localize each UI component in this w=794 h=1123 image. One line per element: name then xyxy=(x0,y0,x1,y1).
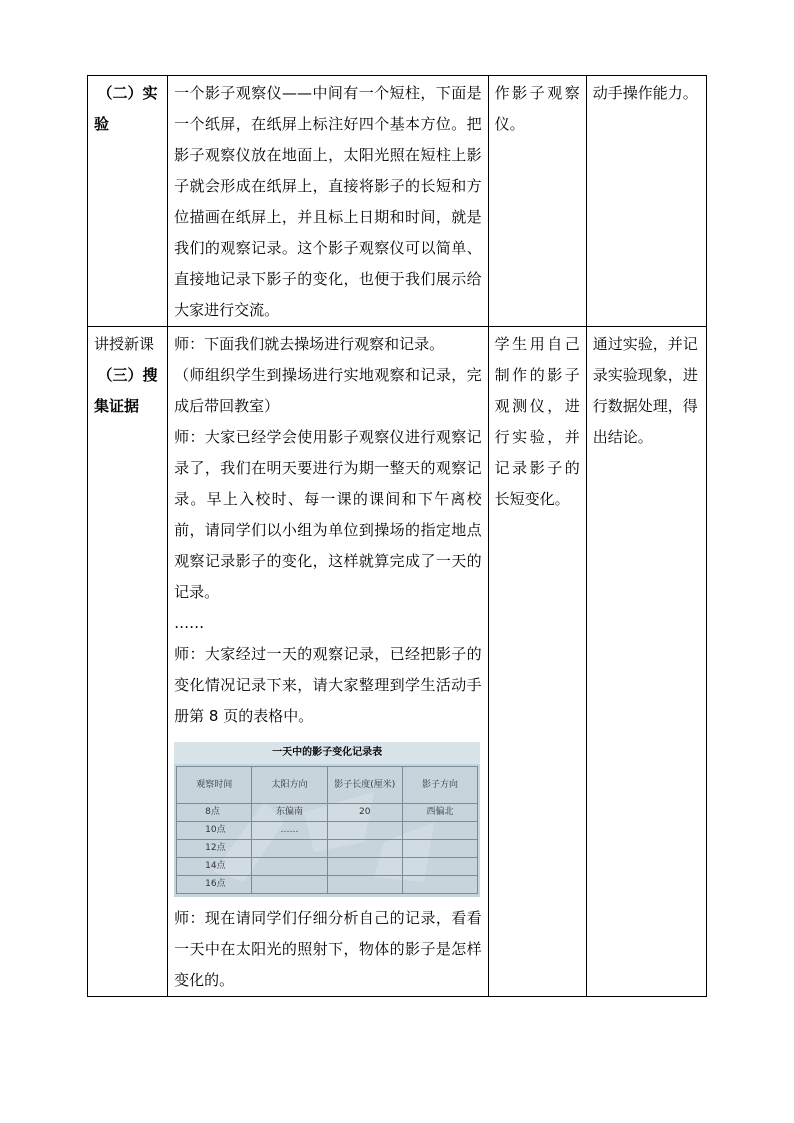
record-cell: 东偏南 xyxy=(252,804,327,822)
goal-cell xyxy=(586,327,706,997)
record-cell xyxy=(402,876,477,894)
student-text: 学生用自己制作的影子观测仪，进行实验，并记录影子的长短变化。 xyxy=(494,335,580,508)
record-cell xyxy=(402,858,477,876)
stage-cell xyxy=(88,76,168,327)
record-header: 影子方向 xyxy=(402,767,477,804)
record-cell: 14点 xyxy=(177,858,252,876)
record-row xyxy=(177,804,478,822)
goal-text: 通过实验，并记录实验现象，进行数据处理，得出结论。 xyxy=(592,335,698,446)
record-cell xyxy=(252,858,327,876)
record-row xyxy=(177,858,478,876)
record-row xyxy=(177,822,478,840)
record-cell xyxy=(327,876,402,894)
goal-cell xyxy=(586,76,706,327)
stage-label-cont: 集证据 xyxy=(94,397,140,415)
student-activity-cell xyxy=(488,327,586,997)
record-cell: …… xyxy=(252,822,327,840)
teacher-activity-cell xyxy=(168,76,489,327)
row-evidence xyxy=(88,327,707,997)
record-cell xyxy=(252,840,327,858)
record-cell: 西偏北 xyxy=(402,804,477,822)
student-activity-cell xyxy=(488,76,586,327)
record-row xyxy=(177,876,478,894)
record-table-image xyxy=(174,742,480,897)
stage-cell xyxy=(88,327,168,997)
record-header: 观察时间 xyxy=(177,767,252,804)
record-cell xyxy=(402,840,477,858)
stage-label: （三）搜 xyxy=(97,366,158,384)
record-table xyxy=(176,766,478,894)
teacher-paragraph: 师：大家已经学会使用影子观察仪进行观察记录了，我们在明天要进行为期一整天的观察记录。早上入校时、每一课的课间和下午离校前，请同学们以小组为单位到操场的指定地点观察记录影子的变化，这样就算完成了一天的记录。 xyxy=(174,428,482,601)
record-cell xyxy=(327,822,402,840)
stage-label-cont: 验 xyxy=(94,115,110,133)
record-header: 太阳方向 xyxy=(252,767,327,804)
record-cell: 8点 xyxy=(177,804,252,822)
record-cell: 20 xyxy=(327,804,402,822)
teacher-paragraph: 师：大家经过一天的观察记录，已经把影子的变化情况记录下来，请大家整理到学生活动手册第 8 页的表格中。 xyxy=(174,645,482,725)
record-cell xyxy=(327,858,402,876)
record-cell xyxy=(327,840,402,858)
teacher-paragraph: （师组织学生到操场进行实地观察和记录，完成后带回教室） xyxy=(174,366,482,415)
record-row xyxy=(177,840,478,858)
record-header-row xyxy=(177,767,478,804)
goal-text: 动手操作能力。 xyxy=(592,84,698,102)
teacher-text: 一个影子观察仪——中间有一个短柱，下面是一个纸屏，在纸屏上标注好四个基本方位。把影子观察仪放在地面上，太阳光照在短柱上影子就会形成在纸屏上，直接将影子的长短和方位描画在纸屏上，并且标上日期和时间，就是我们的观察记录。这个影子观察仪可以简单、直接地记录下影子的变化，也便于我们展示给大家进行交流。 xyxy=(174,84,482,319)
record-cell: 10点 xyxy=(177,822,252,840)
record-header: 影子长度(厘米) xyxy=(327,767,402,804)
record-cell: 12点 xyxy=(177,840,252,858)
stage-top-label: 讲授新课 xyxy=(94,335,155,353)
record-cell xyxy=(252,876,327,894)
record-cell xyxy=(402,822,477,840)
student-text: 作影子观察仪。 xyxy=(494,84,580,133)
teacher-activity-cell xyxy=(168,327,489,997)
teacher-paragraph: 师：下面我们就去操场进行观察和记录。 xyxy=(174,335,445,353)
stage-label: （二）实 xyxy=(97,84,158,102)
lesson-plan-table xyxy=(87,75,707,997)
record-cell: 16点 xyxy=(177,876,252,894)
record-table-title: 一天中的影子变化记录表 xyxy=(174,742,480,764)
teacher-paragraph: 师：现在请同学们仔细分析自己的记录，看看一天中在太阳光的照射下，物体的影子是怎样变化的。 xyxy=(174,909,482,989)
row-experiment xyxy=(88,76,707,327)
ellipsis: …… xyxy=(174,614,205,632)
